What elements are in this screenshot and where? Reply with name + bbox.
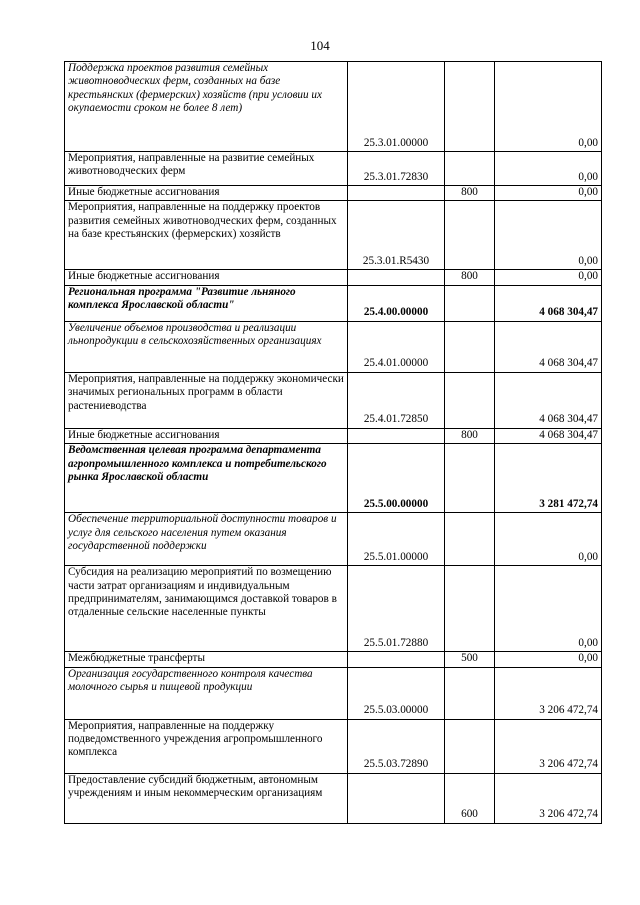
row-name-cell: Увеличение объемов производства и реализации льнопродукции в сельскохозяйственных организациях bbox=[65, 321, 348, 372]
row-expense-type-cell bbox=[445, 152, 495, 186]
row-amount-cell: 0,00 bbox=[495, 62, 602, 152]
table-row bbox=[65, 186, 602, 201]
row-code-cell: 25.5.01.00000 bbox=[348, 513, 445, 566]
table-row bbox=[65, 773, 602, 823]
table-row bbox=[65, 719, 602, 773]
row-code-cell: 25.5.01.72880 bbox=[348, 566, 445, 652]
row-code-cell bbox=[348, 773, 445, 823]
row-name-cell: Иные бюджетные ассигнования bbox=[65, 428, 348, 443]
row-amount-cell: 0,00 bbox=[495, 201, 602, 270]
row-name-cell: Иные бюджетные ассигнования bbox=[65, 270, 348, 285]
row-amount-cell: 4 068 304,47 bbox=[495, 321, 602, 372]
row-expense-type-cell bbox=[445, 285, 495, 321]
row-name-cell: Субсидия на реализацию мероприятий по возмещению части затрат организациям и индивидуальным предпринимателям, занимающимся доставкой товаров в отдаленные сельские населенные пункты bbox=[65, 566, 348, 652]
row-code-cell: 25.4.00.00000 bbox=[348, 285, 445, 321]
table-row bbox=[65, 201, 602, 270]
row-amount-cell: 0,00 bbox=[495, 152, 602, 186]
row-name-cell: Региональная программа "Развитие льняного комплекса Ярославской области" bbox=[65, 285, 348, 321]
row-name-cell: Организация государственного контроля качества молочного сырья и пищевой продукции bbox=[65, 667, 348, 719]
row-amount-cell: 0,00 bbox=[495, 652, 602, 667]
row-amount-cell: 0,00 bbox=[495, 513, 602, 566]
row-code-cell bbox=[348, 428, 445, 443]
table-row bbox=[65, 372, 602, 428]
row-name-cell: Обеспечение территориальной доступности товаров и услуг для сельского населения путем оказания государственной поддержки bbox=[65, 513, 348, 566]
row-code-cell: 25.4.01.72850 bbox=[348, 372, 445, 428]
row-amount-cell: 4 068 304,47 bbox=[495, 285, 602, 321]
row-code-cell: 25.4.01.00000 bbox=[348, 321, 445, 372]
row-expense-type-cell bbox=[445, 321, 495, 372]
row-code-cell: 25.3.01.00000 bbox=[348, 62, 445, 152]
row-amount-cell: 3 206 472,74 bbox=[495, 667, 602, 719]
budget-table-body bbox=[65, 62, 602, 824]
row-expense-type-cell bbox=[445, 201, 495, 270]
row-code-cell: 25.5.03.00000 bbox=[348, 667, 445, 719]
page-number: 104 bbox=[310, 38, 330, 53]
table-row bbox=[65, 667, 602, 719]
row-name-cell: Мероприятия, направленные на поддержку подведомственного учреждения агропромышленного комплекса bbox=[65, 719, 348, 773]
row-amount-cell: 0,00 bbox=[495, 186, 602, 201]
table-row bbox=[65, 428, 602, 443]
table-row bbox=[65, 321, 602, 372]
row-expense-type-cell bbox=[445, 513, 495, 566]
table-row bbox=[65, 152, 602, 186]
row-expense-type-cell bbox=[445, 566, 495, 652]
row-expense-type-cell bbox=[445, 667, 495, 719]
row-code-cell: 25.3.01.R5430 bbox=[348, 201, 445, 270]
row-name-cell: Мероприятия, направленные на развитие семейных животноводческих ферм bbox=[65, 152, 348, 186]
row-expense-type-cell bbox=[445, 62, 495, 152]
table-row bbox=[65, 444, 602, 513]
row-code-cell bbox=[348, 186, 445, 201]
row-code-cell bbox=[348, 270, 445, 285]
row-name-cell: Предоставление субсидий бюджетным, автономным учреждениям и иным некоммерческим организациям bbox=[65, 773, 348, 823]
table-row bbox=[65, 285, 602, 321]
row-expense-type-cell: 600 bbox=[445, 773, 495, 823]
row-code-cell: 25.5.00.00000 bbox=[348, 444, 445, 513]
row-expense-type-cell bbox=[445, 372, 495, 428]
row-name-cell: Мероприятия, направленные на поддержку экономически значимых региональных программ в области растениеводства bbox=[65, 372, 348, 428]
table-row bbox=[65, 652, 602, 667]
row-name-cell: Ведомственная целевая программа департамента агропромышленного комплекса и потребительского рынка Ярославской области bbox=[65, 444, 348, 513]
row-amount-cell: 3 206 472,74 bbox=[495, 719, 602, 773]
row-code-cell: 25.5.03.72890 bbox=[348, 719, 445, 773]
row-amount-cell: 0,00 bbox=[495, 270, 602, 285]
row-name-cell: Иные бюджетные ассигнования bbox=[65, 186, 348, 201]
row-amount-cell: 4 068 304,47 bbox=[495, 372, 602, 428]
row-amount-cell: 3 206 472,74 bbox=[495, 773, 602, 823]
row-code-cell: 25.3.01.72830 bbox=[348, 152, 445, 186]
table-row bbox=[65, 270, 602, 285]
row-expense-type-cell bbox=[445, 719, 495, 773]
row-expense-type-cell: 800 bbox=[445, 428, 495, 443]
budget-table bbox=[64, 61, 602, 824]
row-expense-type-cell bbox=[445, 444, 495, 513]
row-name-cell: Поддержка проектов развития семейных животноводческих ферм, созданных на базе крестьянских (фермерских) хозяйств (при условии их окупаемости сроком не более 8 лет) bbox=[65, 62, 348, 152]
row-expense-type-cell: 800 bbox=[445, 186, 495, 201]
row-amount-cell: 0,00 bbox=[495, 566, 602, 652]
table-row bbox=[65, 566, 602, 652]
table-row bbox=[65, 62, 602, 152]
row-expense-type-cell: 800 bbox=[445, 270, 495, 285]
table-row bbox=[65, 513, 602, 566]
row-code-cell bbox=[348, 652, 445, 667]
row-expense-type-cell: 500 bbox=[445, 652, 495, 667]
row-name-cell: Мероприятия, направленные на поддержку проектов развития семейных животноводческих ферм, созданных на базе крестьянских (фермерских) хозяйств bbox=[65, 201, 348, 270]
row-amount-cell: 4 068 304,47 bbox=[495, 428, 602, 443]
row-name-cell: Межбюджетные трансферты bbox=[65, 652, 348, 667]
row-amount-cell: 3 281 472,74 bbox=[495, 444, 602, 513]
